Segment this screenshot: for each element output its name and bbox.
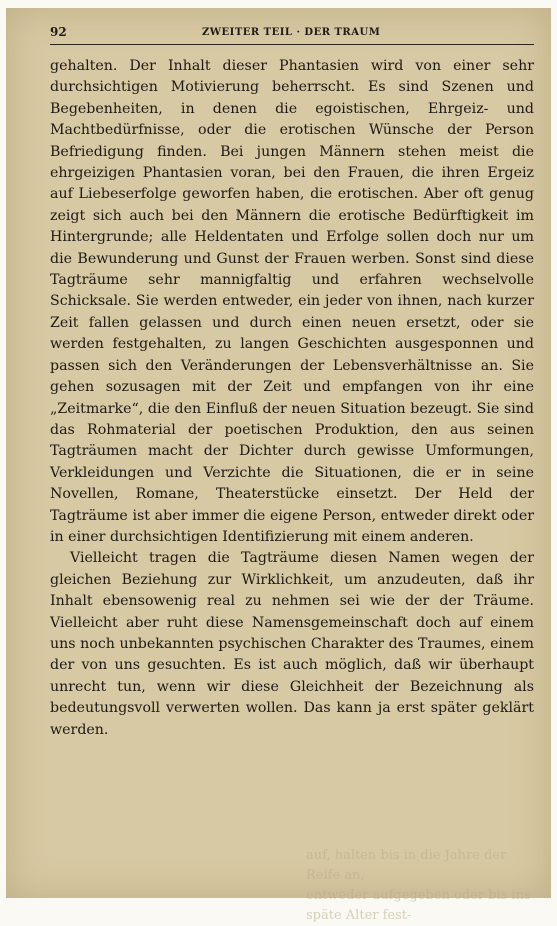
bleed-through-text [306,846,536,926]
page-number: 92 [50,25,67,39]
page-header [50,24,534,45]
bleed-through-line-2: entweder aufgegeben oder bis ins späte Alter fest- [306,888,531,923]
body-text [50,56,534,741]
running-title: ZWEITER TEIL · DER TRAUM [202,27,381,38]
paragraph-2: Vielleicht tragen die Tagträume diesen Namen wegen der gleichen Beziehung zur Wirklichkeit, um anzudeuten, daß ihr Inhalt ebensowenig real zu nehmen sei wie der der Träume. Vielleicht aber ruht diese Namensgemeinschaft doch auf einem uns noch unbekannten psychischen Charakter des Traumes, einem der von uns gesuchten. Es ist auch möglich, daß wir überhaupt unrecht tun, wenn wir diese Gleichheit der Bezeichnung als bedeutungsvoll verwerten wollen. Das kann ja erst später geklärt werden. [50,550,534,738]
book-page [6,8,551,923]
paragraph-1: gehalten. Der Inhalt dieser Phantasien wird von einer sehr durchsichtigen Motivierung beherrscht. Es sind Szenen und Begebenheiten, in denen die egoistischen, Ehrgeiz- und Machtbedürfnisse, oder die erotischen Wünsche der Person Befriedigung finden. Bei jungen Männern stehen meist die ehrgeizigen Phantasien voran, bei den Frauen, die ihren Ergeiz auf Liebeserfolge geworfen haben, die erotischen. Aber oft genug zeigt sich auch bei den Männern die erotische Bedürftigkeit im Hintergrunde; alle Heldentaten und Erfolge sollen doch nur um die Bewunderung und Gunst der Frauen werben. Sonst sind diese Tagträume sehr mannigfaltig und erfahren wechselvolle Schicksale. Sie werden entweder, ein jeder von ihnen, nach kurzer Zeit fallen gelassen und durch einen neuen ersetzt, oder sie werden festgehalten, zu langen Geschichten ausgesponnen und passen sich den Veränderungen der Lebensverhältnisse an. Sie gehen sozusagen mit der Zeit und empfangen von ihr eine „Zeitmarke“, die den Einfluß der neuen Situation bezeugt. Sie sind das Rohmaterial der poetischen Produktion, den aus seinen Tagträumen macht der Dichter durch gewisse Umformungen, Verkleidungen und Verzichte die Situationen, die er in seine Novellen, Romane, Theaterstücke einsetzt. Der Held der Tagträume ist aber immer die eigene Person, entweder direkt oder in einer durchsichtigen Identifizierung mit einem anderen. [50,58,534,545]
bleed-through-line-1: auf, halten bis in die Jahre der Reife an, [306,848,507,883]
